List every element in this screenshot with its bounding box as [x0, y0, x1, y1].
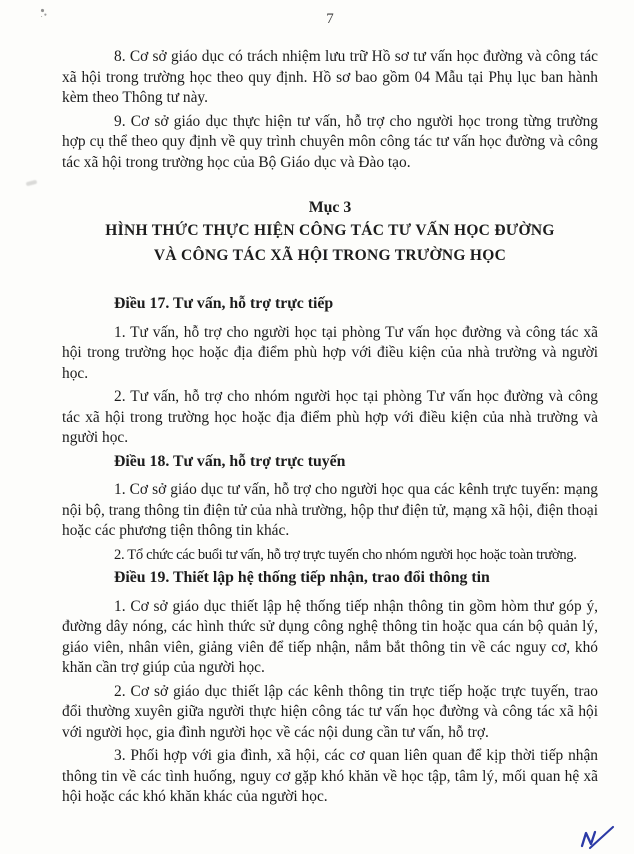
article-18-paragraph-1: 1. Cơ sở giáo dục tư vấn, hỗ trợ cho người học qua các kênh trực tuyến: mạng nội bộ, trang thông tin điện tử của nhà trường, hộp thư điện tử, mạng xã hội, điện thoại hoặc các phương tiện thông tin khác.: [62, 481, 598, 539]
article-19-paragraph-3: 3. Phối hợp với gia đình, xã hội, các cơ quan liên quan để kịp thời tiếp nhận thông tin về các tình huống, nguy cơ gặp khó khăn về học tập, tâm lý, mối quan hệ xã hội hoặc các khó khăn khác của người học.: [62, 747, 598, 805]
section-title-line-2: VÀ CÔNG TÁC XÃ HỘI TRONG TRƯỜNG HỌC: [153, 247, 507, 264]
pen-initials-mark: [579, 824, 617, 851]
paragraph-clause-8: 8. Cơ sở giáo dục có trách nhiệm lưu trữ Hồ sơ tư vấn học đường và công tác xã hội trong trường học theo quy định. Hồ sơ bao gồm 04 Mẫu tại Phụ lục ban hành kèm theo Thông tư này.: [62, 48, 598, 106]
article-18-paragraph-2: 2. Tổ chức các buổi tư vấn, hỗ trợ trực tuyến cho nhóm người học hoặc toàn trường.: [114, 546, 577, 563]
scan-artifact: [26, 180, 38, 187]
article-17-paragraph-1: 1. Tư vấn, hỗ trợ cho người học tại phòng Tư vấn học đường và công tác xã hội trong trường học hoặc địa điểm phù hợp với điều kiện của nhà trường và người học.: [62, 323, 598, 382]
article-19-heading: Điều 19. Thiết lập hệ thống tiếp nhận, trao đổi thông tin: [114, 569, 490, 586]
section-label: Mục 3: [308, 199, 352, 216]
document-body: [62, 47, 598, 811]
article-17-heading: Điều 17. Tư vấn, hỗ trợ trực tiếp: [114, 295, 334, 312]
section-3-heading: [62, 197, 598, 268]
article-19-paragraph-2: 2. Cơ sở giáo dục thiết lập các kênh thông tin trực tiếp hoặc trực tuyến, trao đổi thường xuyên giữa người thực hiện công tác tư vấn học đường và công tác xã hội với người học, gia đình người học về các nội dung cần tư vấn, hỗ trợ.: [62, 682, 598, 741]
section-title-line-1: HÌNH THỨC THỰC HIỆN CÔNG TÁC TƯ VẤN HỌC ĐƯỜNG: [105, 222, 555, 239]
article-19-paragraph-1: 1. Cơ sở giáo dục thiết lập hệ thống tiếp nhận thông tin gồm hòm thư góp ý, đường dây nóng, các hình thức sử dụng công nghệ thông tin hoặc qua cán bộ quản lý, giáo viên, nhân viên, giảng viên để tiếp nhận, nắm bắt thông tin về các nguy cơ, khó khăn cần trợ giúp của người học.: [62, 597, 598, 676]
paragraph-clause-9: 9. Cơ sở giáo dục thực hiện tư vấn, hỗ trợ cho người học trong từng trường hợp cụ thể theo quy định về quy trình chuyên môn công tác tư vấn học đường và công tác xã hội trong trường học của Bộ Giáo dục và Đào tạo.: [62, 112, 598, 171]
article-17-paragraph-2: 2. Tư vấn, hỗ trợ cho nhóm người học tại phòng Tư vấn học đường và công tác xã hội trong trường học hoặc địa điểm phù hợp với điều kiện của nhà trường và người học.: [62, 388, 598, 446]
page-number: 7: [326, 11, 334, 27]
article-18-heading: Điều 18. Tư vấn, hỗ trợ trực tuyến: [114, 452, 346, 470]
scan-artifact: [41, 9, 45, 13]
